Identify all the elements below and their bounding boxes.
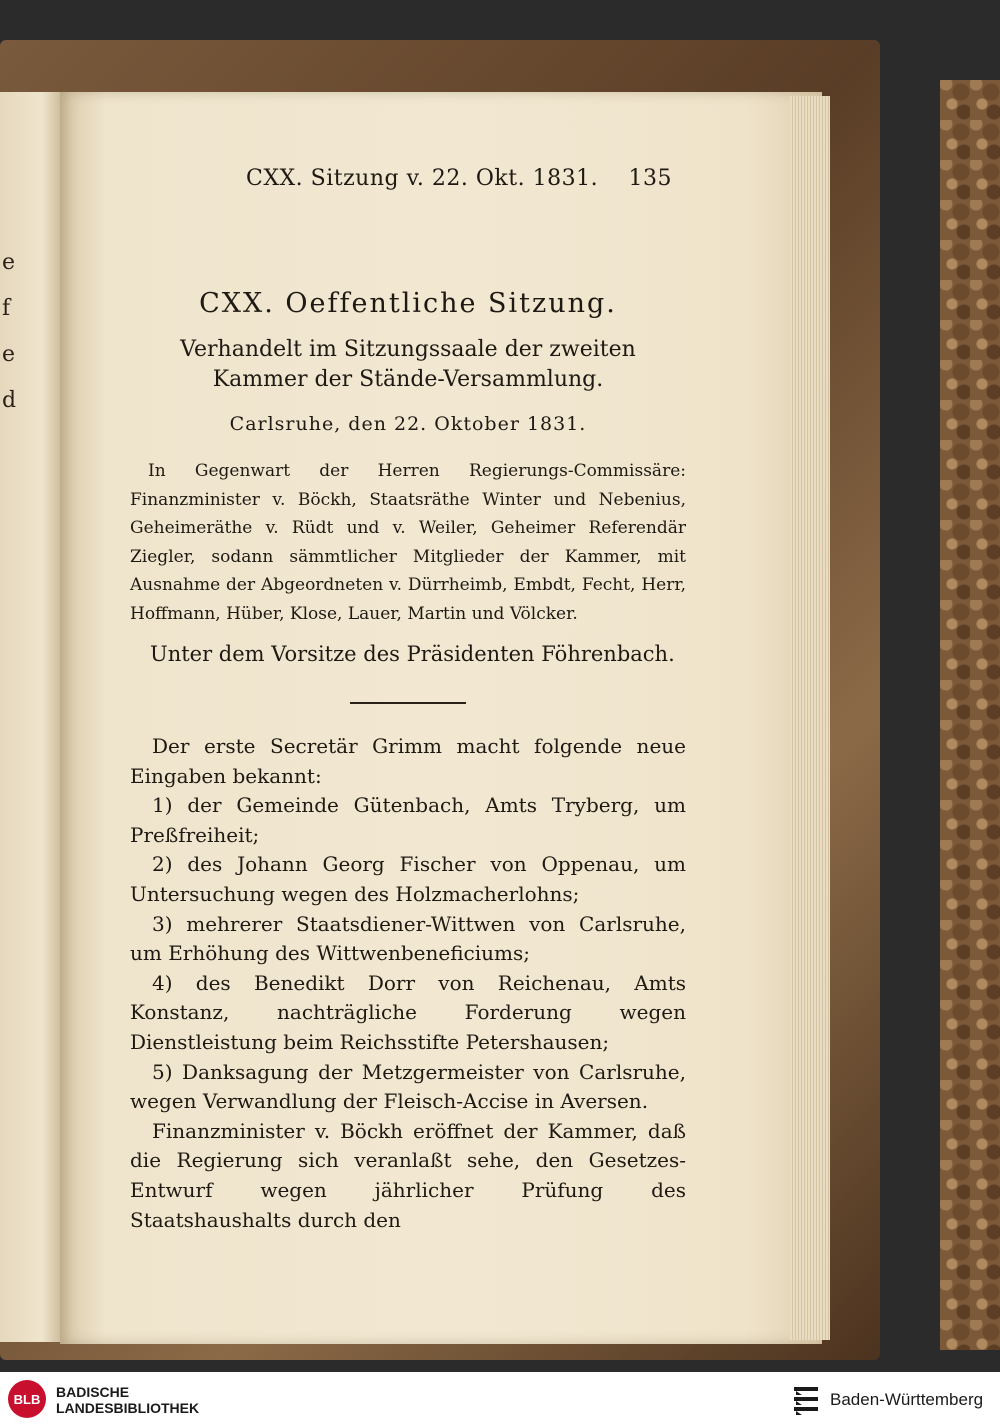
left-page-letters [2,240,17,424]
marbled-board [940,80,1000,1350]
left-letter: f [2,296,11,321]
footer-bar [0,1372,1000,1428]
chair-line: Unter dem Vorsitze des Präsidenten Föhrenbach. [150,642,675,666]
session-subtitle: Verhandelt im Sitzungssaale der zweiten Kammer der Stände-Versammlung. [180,337,636,392]
attendance-paragraph: In Gegenwart der Herren Regierungs-Commissäre: Finanzminister v. Böckh, Staatsräthe Winter und Nebenius, Geheimeräthe v. Rüdt und v. Weiler, Geheimer Referendär Ziegler, sodann sämmtlicher Mitglieder der Kammer, mit Ausnahme der Abgeordneten v. Dürrheimb, Embdt, Fecht, Herr, Hoffmann, Hüber, Klose, Lauer, Martin und Völcker. [130,461,686,624]
session-title: CXX. Oeffentliche Sitzung. [199,288,617,319]
paragraph: Finanzminister v. Böckh eröffnet der Kammer, daß die Regierung sich veranlaßt sehe, den Gesetzes-Entwurf wegen jährlicher Prüfung des Staatshaushalts durch den [130,1118,686,1232]
list-item: 2) des Johann Georg Fischer von Oppenau, um Untersuchung wegen des Holzmacherlohns; [130,852,686,906]
dateline: Carlsruhe, den 22. Oktober 1831. [229,413,587,435]
running-title: CXX. Sitzung v. 22. Okt. 1831. [246,166,599,191]
left-letter: e [2,250,16,275]
library-name-line2: LANDESBIBLIOTHEK [56,1400,200,1416]
lions-coat-of-arms-icon [792,1384,820,1416]
left-letter: e [2,342,16,367]
page-number: 135 [628,166,672,191]
blb-logo[interactable]: BLB [8,1380,46,1418]
list-item: 1) der Gemeinde Gütenbach, Amts Tryberg, um Preßfreiheit; [130,793,686,847]
left-letter: d [2,388,17,413]
list-item: 4) des Benedikt Dorr von Reichenau, Amts Konstanz, nachträgliche Forderung wegen Dienstleistung beim Reichsstifte Petershausen; [130,970,686,1054]
page-header [130,160,686,200]
list-item: 3) mehrerer Staatsdiener-Wittwen von Carlsruhe, um Erhöhung des Wittwenbeneficiums; [130,911,686,966]
body-text [130,732,686,1235]
state-name[interactable]: Baden-Württemberg [830,1390,984,1409]
paragraph: Der erste Secretär Grimm macht folgende neue Eingaben bekannt: [130,734,686,788]
page-content [130,160,686,1235]
library-name-line1: BADISCHE [56,1384,130,1400]
library-name [56,1384,199,1416]
page-edge [790,96,830,1340]
section-rule [350,702,466,704]
list-item: 5) Danksagung der Metzgermeister von Carlsruhe, wegen Verwandlung der Fleisch-Accise in Aversen. [130,1059,686,1114]
